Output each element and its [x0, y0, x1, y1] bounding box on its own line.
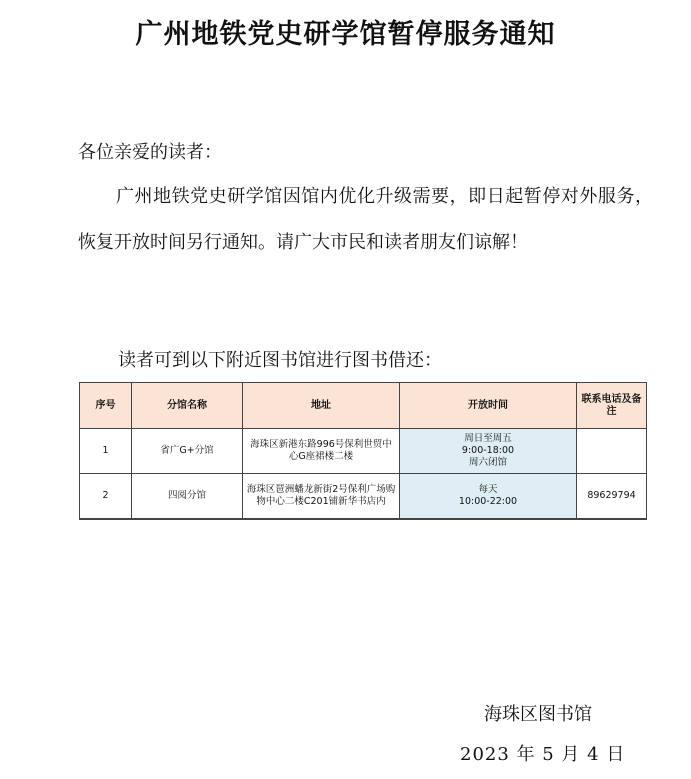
cell-hours — [400, 429, 577, 474]
cell-phone: 89629794 — [577, 474, 647, 519]
cell-address: 海珠区琶洲蟠龙新街2号保利广场购物中心二楼C201铺新华书店内 — [243, 474, 400, 519]
cell-phone — [577, 429, 647, 474]
table-row — [80, 474, 647, 519]
hours-line: 每天 — [478, 483, 498, 495]
hours-line: 10:00-22:00 — [458, 495, 518, 507]
cell-hours — [400, 474, 577, 519]
cell-address: 海珠区新港东路996号保利世贸中心G座裙楼二楼 — [243, 429, 400, 474]
hours-line: 9:00-18:00 — [461, 445, 515, 456]
cell-no: 2 — [80, 474, 132, 519]
greeting: 各位亲爱的读者： — [78, 142, 222, 163]
header-branch-name: 分馆名称 — [132, 383, 243, 429]
hours-line: 周日至周五 — [464, 433, 512, 444]
hours-line: 周六闭馆 — [468, 457, 507, 468]
signature: 海珠区图书馆 — [484, 704, 592, 725]
header-no: 序号 — [80, 383, 132, 429]
cell-branch-name: 省广G+分馆 — [132, 429, 243, 474]
header-phone: 联系电话及备注 — [577, 383, 647, 429]
branches-intro: 读者可到以下附近图书馆进行图书借还： — [118, 350, 442, 371]
header-address: 地址 — [243, 383, 400, 429]
cell-branch-name: 四阅分馆 — [132, 474, 243, 519]
header-hours: 开放时间 — [400, 383, 577, 429]
branch-table — [79, 382, 647, 520]
notice-date: 2023 年 5 月 4 日 — [460, 744, 626, 765]
cell-no: 1 — [80, 429, 132, 474]
notice-title: 广州地铁党史研学馆暂停服务通知 — [135, 19, 556, 50]
table-header-row — [80, 383, 647, 429]
table-row — [80, 429, 647, 474]
notice-paragraph: 广州地铁党史研学馆因馆内优化升级需要，即日起暂停对外服务，恢复开放时间另行通知。请广大市民和读者朋友们谅解！ — [78, 186, 653, 253]
